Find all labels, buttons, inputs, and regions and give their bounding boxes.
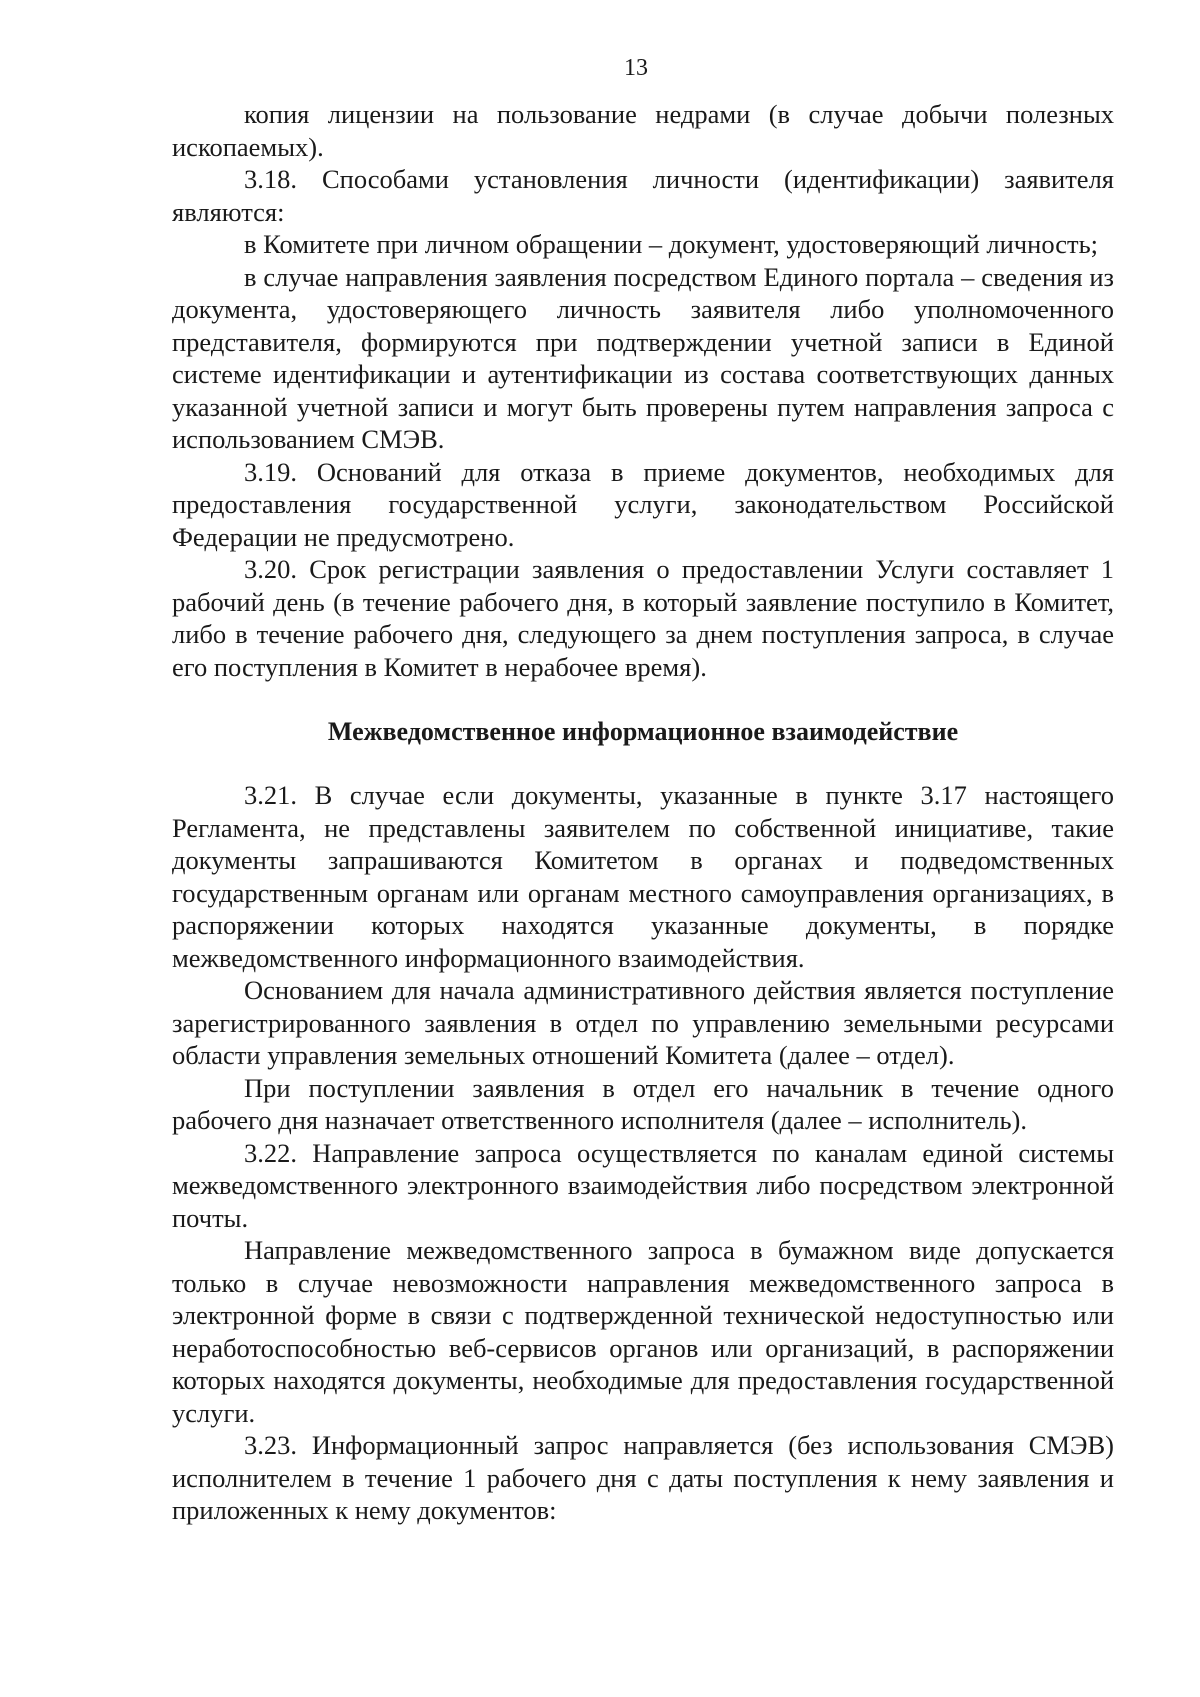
paragraph-3-20: 3.20. Срок регистрации заявления о предоставлении Услуги составляет 1 рабочий день (в течение рабочего дня, в который заявление поступило в Комитет, либо в течение рабочего дня, следующего за днем поступления запроса, в случае его поступления в Комитет в нерабочее время). (172, 554, 1114, 682)
paragraph-3-19: 3.19. Оснований для отказа в приеме документов, необходимых для предоставления государственной услуги, законодательством Российской Федерации не предусмотрено. (172, 456, 1114, 552)
paragraph-3-21: 3.21. В случае если документы, указанные в пункте 3.17 настоящего Регламента, не представлены заявителем по собственной инициативе, такие документы запрашиваются Комитетом в органах и подведомственных государственным органам или органам местного самоуправления организациях, в распоряжении которых находятся указанные документы, в порядке межведомственного информационного взаимодействия. (172, 780, 1114, 973)
paragraph-3-22: 3.22. Направление запроса осуществляется по каналам единой системы межведомственного электронного взаимодействия либо посредством электронной почты. (172, 1137, 1114, 1233)
document-page (172, 52, 1114, 1527)
paragraph-identity-in-committee: в Комитете при личном обращении – документ, удостоверяющий личность; (244, 229, 1099, 259)
paragraph-paper-request: Направление межведомственного запроса в бумажном виде допускается только в случае невозможности направления межведомственного запроса в электронной форме в связи с подтвержденной технической недоступностью или неработоспособностью веб-сервисов органов или организаций, в распоряжении которых находятся документы, необходимые для предоставления государственной услуги. (172, 1235, 1114, 1428)
section-heading: Межведомственное информационное взаимодействие (327, 717, 959, 746)
paragraph-3-18: 3.18. Способами установления личности (идентификации) заявителя являются: (172, 164, 1114, 227)
paragraph-identity-via-portal: в случае направления заявления посредством Единого портала – сведения из документа, удостоверяющего личность заявителя либо уполномоченного представителя, формируются при подтверждении учетной записи в Единой системе идентификации и аутентификации из состава соответствующих данных указанной учетной записи и могут быть проверены путем направления запроса с использованием СМЭВ. (172, 261, 1114, 454)
paragraph-basis-for-action: Основанием для начала административного действия является поступление зарегистрированного заявления в отдел по управлению земельными ресурсами области управления земельных отношений Комитета (далее – отдел). (172, 975, 1114, 1070)
paragraph-license-copy: копия лицензии на пользование недрами (в случае добычи полезных ископаемых). (172, 99, 1114, 162)
paragraph-3-23: 3.23. Информационный запрос направляется (без использования СМЭВ) исполнителем в течение 1 рабочего дня с даты поступления к нему заявления и приложенных к нему документов: (172, 1430, 1114, 1525)
page-number: 13 (624, 55, 648, 81)
paragraph-executor-assignment: При поступлении заявления в отдел его начальник в течение одного рабочего дня назначает ответственного исполнителя (далее – исполнитель). (172, 1072, 1114, 1135)
